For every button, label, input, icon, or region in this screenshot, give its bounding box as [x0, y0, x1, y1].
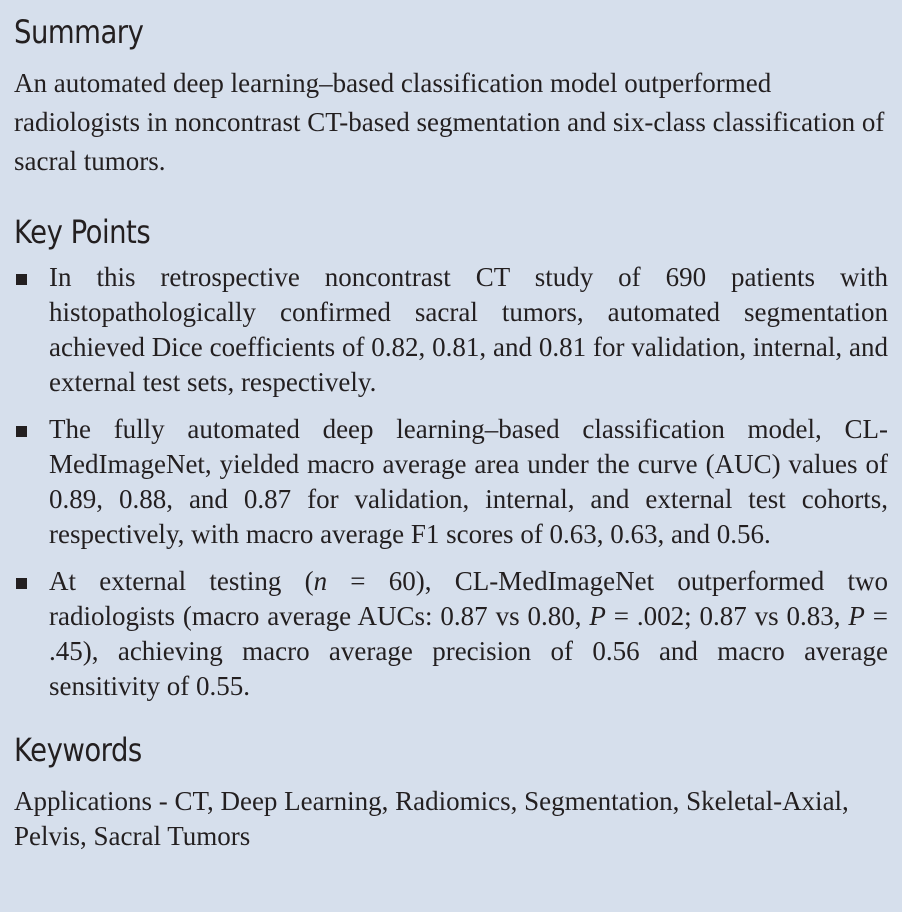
keywords-list: Applications - CT, Deep Learning, Radiomics, Segmentation, Skeletal-Axial, Pelvis, Sacral Tumors [14, 786, 849, 851]
square-bullet-icon [16, 578, 27, 589]
key-points-heading: Key Points [14, 213, 151, 251]
key-point-text-segment: = .002; 0.87 vs 0.83, [605, 601, 849, 631]
summary-heading: Summary [14, 13, 144, 51]
key-point-text-segment: At external testing ( [49, 566, 314, 596]
key-points-list [14, 260, 888, 704]
square-bullet-icon [16, 274, 27, 285]
key-point-text-segment: = .45), achieving macro average precision of 0.56 and macro average sensitivity of 0.55. [49, 601, 889, 701]
key-point-text-segment: = 60), CL-MedImageNet outperformed two radiologists (macro average AUCs: 0.87 vs 0.80, [49, 566, 888, 631]
p-value-symbol: P [848, 601, 865, 631]
sample-size-symbol: n [313, 566, 328, 596]
keywords-heading: Keywords [14, 731, 142, 769]
key-point-item [14, 564, 888, 704]
key-point-item [14, 412, 888, 552]
key-point-text: In this retrospective noncontrast CT study of 690 patients with histopathologically confirmed sacral tumors, automated segmentation achieved Dice coefficients of 0.82, 0.81, and 0.81 for validation, internal, and external test sets, respectively. [49, 262, 888, 397]
p-value-symbol: P [589, 601, 606, 631]
summary-text [14, 64, 888, 181]
keywords-text [14, 784, 888, 854]
key-point-item [14, 260, 888, 400]
summary-text-line: An automated deep learning–based classification model outperformed radiologists in noncontrast CT-based segmentation and six-class classification of sacral tumors. [14, 68, 885, 176]
key-point-text: The fully automated deep learning–based classification model, CL-MedImageNet, yielded macro average area under the curve (AUC) values of 0.89, 0.88, and 0.87 for validation, internal, and external test cohorts, respectively, with macro average F1 scores of 0.63, 0.63, and 0.56. [49, 414, 888, 549]
square-bullet-icon [16, 426, 27, 437]
